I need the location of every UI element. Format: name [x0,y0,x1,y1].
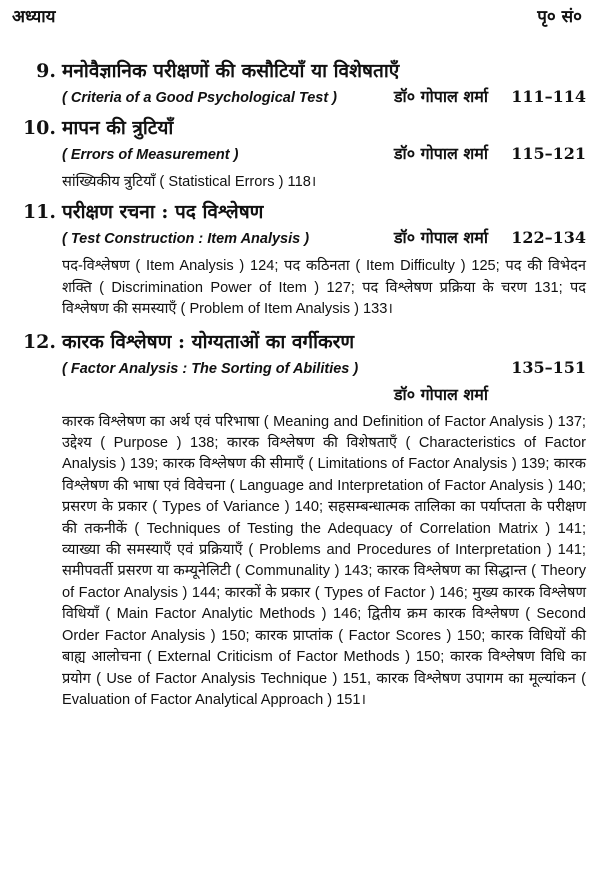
chapter-heading [12,199,586,225]
toc-header [12,4,586,34]
chapter-page-range: 135–151 [511,357,586,377]
chapter-subtitle-english: ( Criteria of a Good Psychological Test ) [62,90,338,106]
chapter-heading [12,115,586,141]
chapter-page-range: 111–114 [511,87,586,106]
chapter-number: 11. [22,201,56,224]
chapter-author: डॉ० गोपाल शर्मा [394,228,488,248]
chapter-author-row [12,382,586,408]
chapter-author: डॉ० गोपाल शर्मा [394,87,488,106]
chapter-subtitle-row [62,355,586,382]
page-number-column-heading: पृ० सं० [537,7,582,27]
chapter-author: डॉ० गोपाल शर्मा [394,384,488,404]
chapter-number: 12. [22,330,56,353]
chapter-title: मापन की त्रुटियाँ [62,117,174,139]
chapter-entry-11 [12,199,586,320]
chapter-heading [12,329,586,355]
chapter-subtitle-row [62,84,586,111]
chapter-subtitle-english: ( Test Construction : Item Analysis ) [62,231,310,248]
chapter-entry-10 [12,115,586,193]
chapter-contents: कारक विश्लेषण का अर्थ एवं परिभाषा ( Meaning and Definition of Factor Analysis ) 137; उद्देश्य ( Purpose ) 138; कारक विश्लेषण की विशेषताएँ ( Characteristics of Factor Analysis ) 139; कारक विश्लेषण की सीमाएँ ( Limitations of Factor Analysis ) 139; कारक विश्लेषण की भाषा एवं विवेचना ( Language and Interpretation of Factor Analysis ) 140; प्रसरण के प्रकार ( Types of Variance ) 140; सहसम्बन्धात्मक तालिका का पर्याप्तता के परीक्षण की तकनीकें ( Techniques of Testing the Adequacy of Correlation Matrix ) 141; व्याख्या की समस्याएँ एवं प्रक्रियाएँ ( Problems and Procedures of Interpretation ) 141; समीपवर्ती प्रसरण या कम्यूनेलिटी ( Communality ) 143; कारक विश्लेषण का सिद्धान्त ( Theory of Factor Analysis ) 144; कारकों के प्रकार ( Types of Factor ) 146; मुख्य कारक विश्लेषण विधियाँ ( Main Factor Analytic Methods ) 146; द्वितीय क्रम कारक विश्लेषण ( Second Order Factor Analysis ) 150; कारक प्राप्तांक ( Factor Scores ) 150; कारक विधियों की बाह्य आलोचना ( External Criticism of Factor Methods ) 150; कारक विश्लेषण विधि का प्रयोग ( Use of Factor Analysis Technique ) 151, कारक विश्लेषण उपागम का मूल्यांकन ( Evaluation of Factor Analytical Approach ) 151। [62,413,586,708]
chapter-number: 10. [22,117,56,139]
chapter-subtitle-english: ( Errors of Measurement ) [62,147,239,163]
chapter-entry-12 [12,329,586,712]
chapter-contents: पद-विश्लेषण ( Item Analysis ) 124; पद कठिनता ( Item Difficulty ) 125; पद की विभेदन शक्ति ( Discrimination Power of Item ) 127; पद विश्लेषण प्रक्रिया के चरण 131; पद विश्लेषण की समस्याएँ ( Problem of Item Analysis ) 133। [62,258,586,318]
chapter-subtitle-english: ( Factor Analysis : The Sorting of Abilities ) [62,360,359,377]
chapter-column-heading: अध्याय [12,7,56,27]
chapter-heading [12,58,586,84]
chapter-number: 9. [36,60,56,82]
chapter-subtitle-row [62,225,586,252]
chapter-title: परीक्षण रचना : पद विश्लेषण [62,201,264,224]
chapter-author: डॉ० गोपाल शर्मा [394,144,488,163]
chapter-contents: सांख्यिकीय त्रुटियाँ ( Statistical Errors ) 118। [62,174,317,190]
chapter-title: मनोवैज्ञानिक परीक्षणों की कसौटियाँ या विशेषताएँ [62,60,400,82]
chapter-page-range: 122–134 [511,228,586,248]
chapter-subtitle-row [62,141,586,168]
chapter-entry-9 [12,58,586,111]
chapter-page-range: 115–121 [511,144,586,163]
chapter-title: कारक विश्लेषण : योग्यताओं का वर्गीकरण [62,330,355,353]
